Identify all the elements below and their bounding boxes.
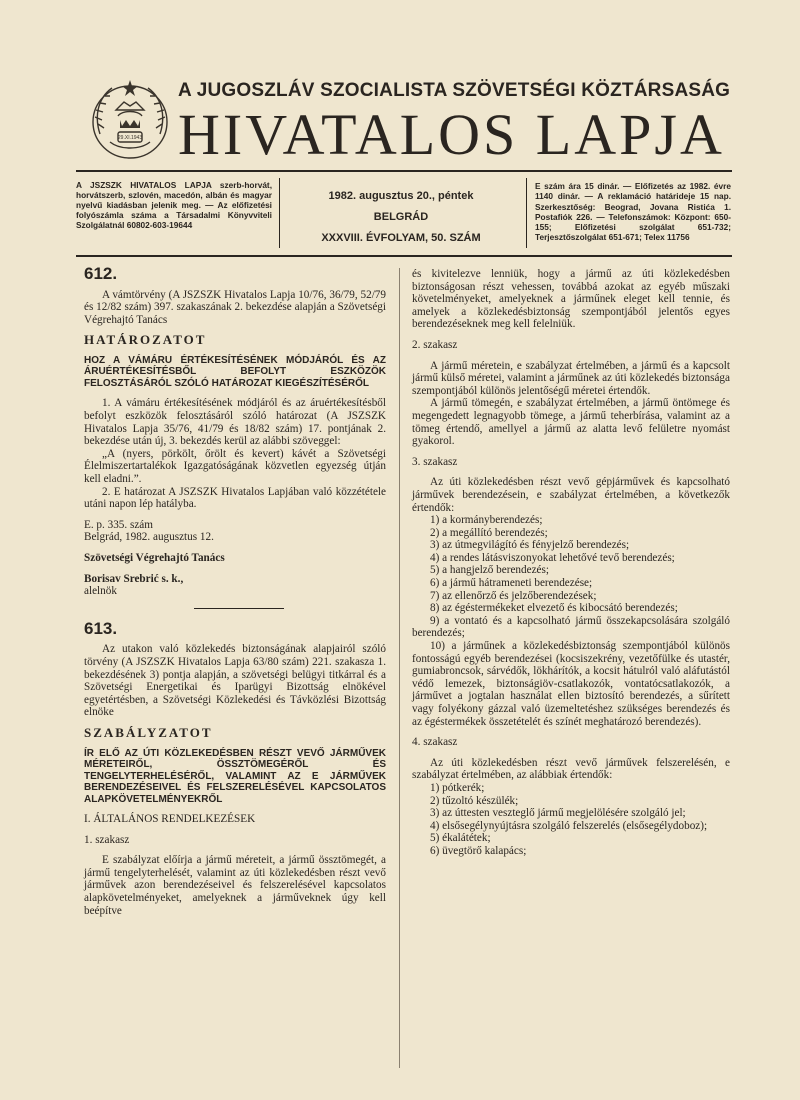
subscription-info: A JSZSZK HIVATALOS LAPJA szerb-horvát, horvátszerb, szlovén, macedón, albán és magyar nyelvű kiadásban jelenik meg. — Az előfizetési folyószámla száma a Társadalmi Könyvviteli Szolgálatnál 60802-603-19644	[76, 180, 272, 230]
article-heading: 3. szakasz	[412, 455, 458, 468]
article-heading: 1. szakasz	[84, 833, 130, 846]
paragraph: A vámtörvény (A JSZSZK Hivatalos Lapja 10/76, 36/79, 52/79 és 12/82 szám) 397. szakaszának 2. bekezdése alapján a Szövetségi Végrehajtó Tanács	[84, 288, 386, 326]
list-item: 1) pótkerék;	[430, 781, 485, 794]
left-column	[84, 264, 386, 917]
subheading: ÍR ELŐ AZ ÚTI KÖZLEKEDÉSBEN RÉSZT VEVŐ JÁRMŰVEK MÉRETEIRŐL, ÖSSZTÖMEGÉRŐL ÉS TENGELYTERHELÉSÉRŐL, VALAMINT AZ E JÁRMŰVEK BERENDEZÉSEIVEL ÉS FELSZERELÉSÉVEL KAPCSOLATOS ALAPKÖVETELMÉNYEKRŐL	[84, 747, 386, 805]
list-item: 10) a járműnek a közlekedésbiztonság szempontjából különös fontosságú egyéb berendezései (kocsiszekrény, vezetőfülke és utastér, gumiabroncsok, sárvédők, lökhárítók, a kocsit hátulról való aláfutástól védő lemezek, biztonságiöv-csatlakozók, vontatócsatlakozók, a járművet a jogtalan használat ellen biztosító berendezés, a sűrített vagy folyékony gázzal való üzemeltetéshez szükséges berendezés és az égéstermékek összetételét és színét meghatározó berendezés).	[412, 640, 730, 728]
masthead-divider-right	[526, 178, 527, 248]
issue-info	[285, 190, 517, 253]
list-item: 6) a jármű hátrameneti berendezése;	[430, 577, 593, 590]
list-item: 1) a kormányberendezés;	[430, 514, 543, 527]
council-name: Szövetségi Végrehajtó Tanács	[84, 552, 225, 564]
state-emblem-icon	[88, 76, 172, 162]
article-heading: 4. szakasz	[412, 736, 458, 749]
list-item: 7) az ellenőrző és jelzőberendezések;	[430, 589, 597, 602]
column-divider	[399, 268, 400, 1068]
list-item: 4) a rendes látásviszonyokat lehetővé tevő berendezés;	[430, 551, 675, 564]
masthead-title: HIVATALOS LAPJA	[178, 102, 725, 167]
paragraph: 1. A vámáru értékesítésének módjáról és az áruértékesítésből befolyt eszközök felosztásáról szóló határozat (A JSZSZK Hivatalos Lapja 35/76, 41/79 és 18/82 szám) 17. pontjának 2. bekezdése után új, 3. bekezdés kerül az alábbi szöveggel:	[84, 397, 386, 448]
paragraph: és kivitelezve lenniük, hogy a jármű az úti közlekedésben biztonságosan részt vehessen, továbbá azokat az egyéb műszaki követelményeket, amelyeknek a járműnek eleget kell tennie, és amelyek a közlekedésbiztonság szempontjából jelentős egyes berendezéseknek meg kell felelniük.	[412, 268, 730, 331]
price-info: E szám ára 15 dinár. — Előfizetés az 1982. évre 1140 dinár. — A reklamáció határideje 15 nap. Szerkesztőség: Beograd, Jovana Ristića 1. Postafiók 226. — Telefonszámok: Központ: 650-155; Előfizetési szolgálat 651-732; Terjesztőszolgálat 651-671; Telex 11756	[535, 181, 731, 243]
signer-role: alelnök	[84, 585, 117, 598]
paragraph: Az utakon való közlekedés biztonságának alapjairól szóló törvény (A JSZSZK Hivatalos Lapja 63/80 szám) 221. szakasza 1. bekezdésének 3) pontja alapján, a szövetségi belügyi titkárral és a Szövetségi Energetikai és Iparügyi Bizottság elnökével egyetértésben, a Szövetségi Közlekedési és Távközlési Bizottság elnöke	[84, 643, 386, 719]
masthead-rule-bottom	[76, 255, 732, 257]
signer-name: Borisav Srebrić s. k.,	[84, 572, 184, 585]
list-item: 3) az útmegvilágító és fényjelző berendezés;	[430, 539, 630, 552]
right-column	[412, 268, 730, 858]
list-item: 2) a megállító berendezés;	[430, 526, 548, 539]
list-item: 3) az úttesten veszteglő jármű megjelölésére szolgáló jel;	[430, 807, 686, 820]
paragraph: A jármű tömegén, e szabályzat értelmében, a jármű öntömege és megengedett legnagyobb tömege, a jármű teherbírása, valamint az a tömeg értendő, amellyel a jármű az alatta levő felületre nyomást gyakorol.	[412, 397, 730, 448]
heading-szabalyzat: SZABÁLYZATOT	[84, 724, 213, 740]
document-number: E. p. 335. szám	[84, 518, 153, 531]
document-date: Belgrád, 1982. augusztus 12.	[84, 531, 214, 544]
list-item: 8) az égéstermékeket elvezető és kibocsátó berendezés;	[430, 602, 678, 615]
masthead-supertitle: A JUGOSZLÁV SZOCIALISTA SZÖVETSÉGI KÖZTÁRSASÁG	[178, 80, 731, 101]
issue-city: BELGRÁD	[373, 211, 429, 223]
paragraph: A jármű méretein, e szabályzat értelmében, a jármű és a kapcsolt jármű külső méretei, valamint a járműnek az úti közlekedés biztonsága szempontjából különös jelentőségű méretei értendők.	[412, 359, 730, 397]
list-item: 5) ékalátétek;	[430, 832, 491, 845]
section-number-612: 612.	[84, 264, 118, 283]
issue-volume: XXXVIII. ÉVFOLYAM, 50. SZÁM	[321, 232, 481, 244]
list-item: 6) üvegtörő kalapács;	[430, 844, 527, 857]
list-item: 2) tűzoltó készülék;	[430, 794, 519, 807]
list-item: 5) a hangjelző berendezés;	[430, 564, 549, 577]
paragraph: E szabályzat előírja a jármű méreteit, a jármű össztömegét, a jármű tengelyterhelését, valamint az úti közlekedésben részt vevő járművek azon berendezéseivel és felszerelésével kapcsolatos alapkövetelményeket, amelyeknek a járműveknek úgy kell beépítve	[84, 854, 386, 917]
article-heading: 2. szakasz	[412, 338, 458, 351]
paragraph: Az úti közlekedésben részt vevő gépjárművek és kapcsolható járművek berendezésein, e szabályzat értelmében, a következők értendők:	[412, 476, 730, 514]
list-item: 9) a vontató és a kapcsolható jármű összekapcsolására szolgáló berendezés;	[412, 614, 730, 640]
heading-hatarozat: HATÁROZATOT	[84, 332, 207, 348]
masthead-divider-left	[279, 178, 280, 248]
svg-text:29.XI.1943: 29.XI.1943	[117, 135, 143, 141]
paragraph: Az úti közlekedésben részt vevő járművek felszerelésén, e szabályzat értelmében, az alábbiak értendők:	[412, 756, 730, 782]
chapter-heading: I. ÁLTALÁNOS RENDELKEZÉSEK	[84, 813, 256, 826]
quote-paragraph: „A (nyers, pörkölt, őrölt és kevert) kávét a Szövetségi Élelmiszertartalékok Igazgatóságának közvetlen egyezség útján kell eladni.”.	[84, 447, 386, 486]
issue-date: 1982. augusztus 20., péntek	[328, 190, 474, 202]
masthead-rule-top	[76, 170, 732, 172]
subheading: HOZ A VÁMÁRU ÉRTÉKESÍTÉSÉNEK MÓDJÁRÓL ÉS AZ ÁRUÉRTÉKESÍTÉSBŐL BEFOLYT ESZKÖZÖK FELOSZTÁSÁRÓL SZÓLÓ HATÁROZAT KIEGÉSZÍTÉSÉRŐL	[84, 354, 386, 389]
separator	[194, 608, 284, 609]
list-item: 4) elsősegélynyújtásra szolgáló felszerelés (elsősegélydoboz);	[430, 819, 708, 832]
paragraph: 2. E határozat A JSZSZK Hivatalos Lapjában való közzététele utáni napon lép hatályba.	[84, 485, 386, 511]
section-number-613: 613.	[84, 618, 118, 638]
